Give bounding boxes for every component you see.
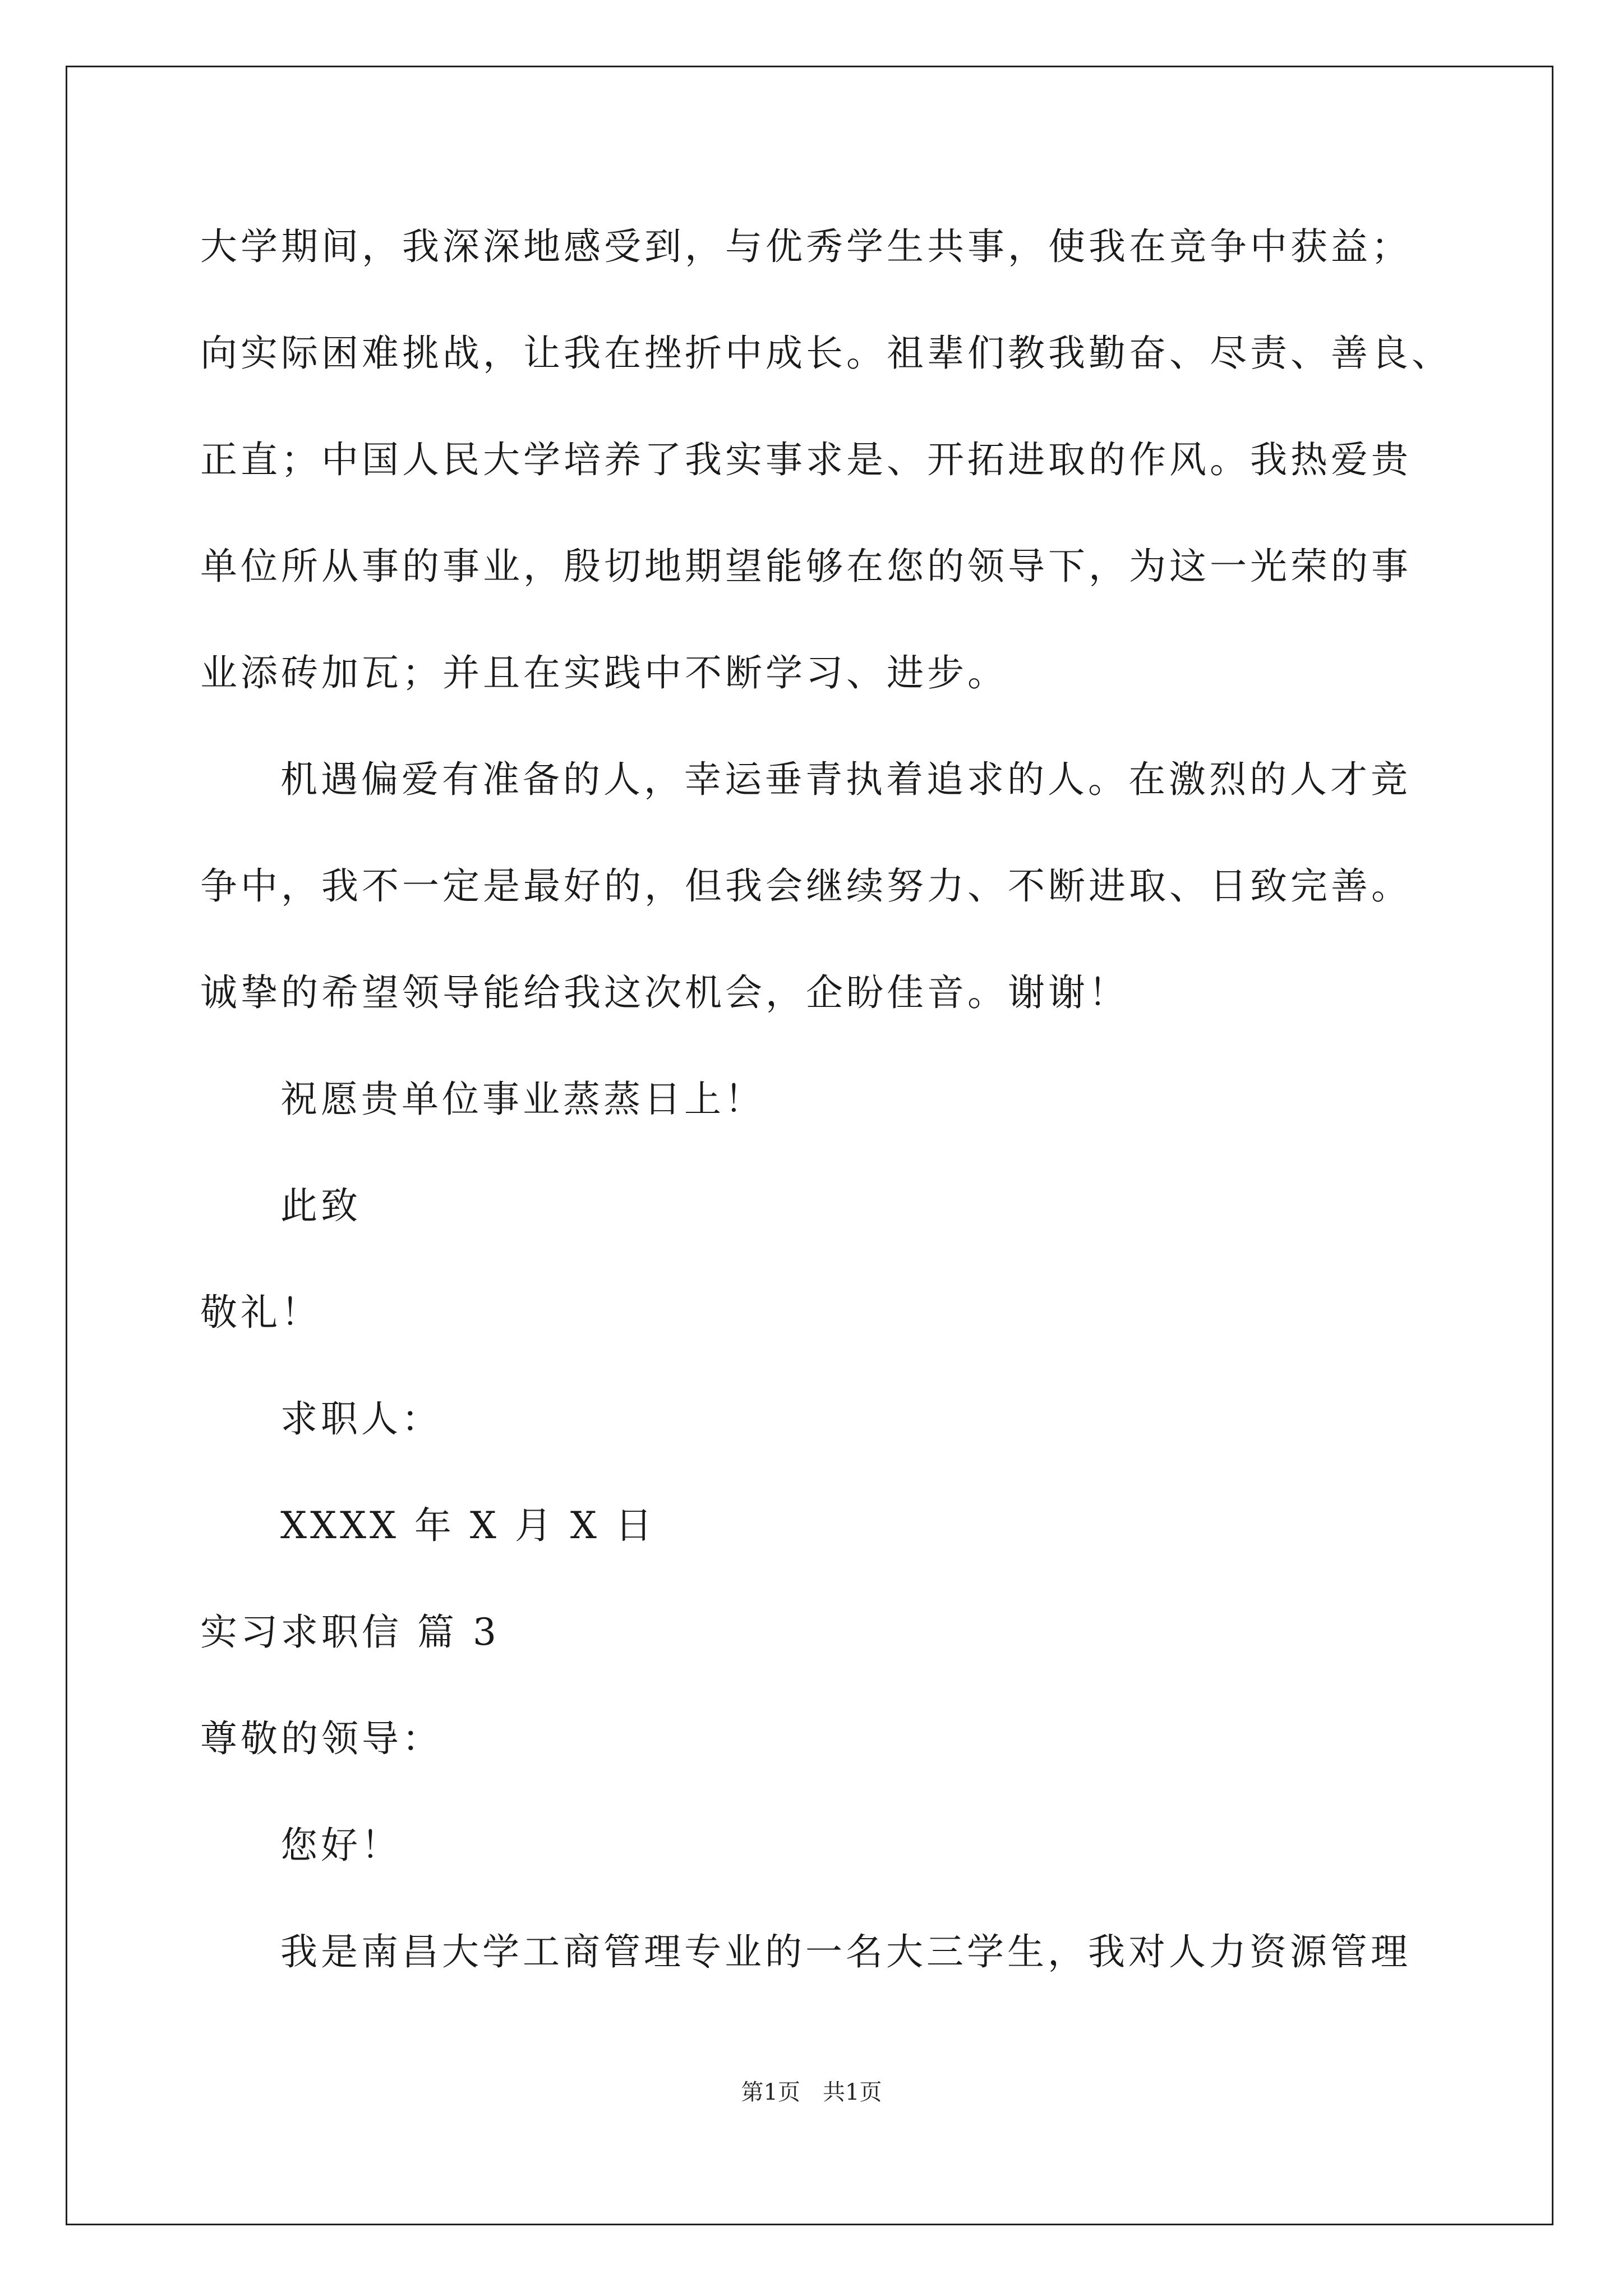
text-line: 争中，我不一定是最好的，但我会继续努力、不断进取、日致完善。 — [200, 864, 1412, 908]
text-line: 我是南昌大学工商管理专业的一名大三学生，我对人力资源管理 — [280, 1930, 1411, 1973]
text-line: 诚挚的希望领导能给我这次机会，企盼佳音。谢谢！ — [200, 971, 1129, 1014]
text-line: 向实际困难挑战，让我在挫折中成长。祖辈们教我勤奋、尽责、善良、 — [200, 332, 1452, 375]
text-line: 单位所从事的事业，殷切地期望能够在您的领导下，为这一光荣的事 — [200, 545, 1412, 588]
section-heading: 实习求职信 篇 3 — [200, 1611, 500, 1654]
text-line: 祝愿贵单位事业蒸蒸日上！ — [280, 1078, 765, 1121]
date-line: XXXX 年 X 月 X 日 — [280, 1504, 656, 1547]
text-line: 正直；中国人民大学培养了我实事求是、开拓进取的作风。我热爱贵 — [200, 438, 1412, 481]
text-line: 大学期间，我深深地感受到，与优秀学生共事，使我在竞争中获益； — [200, 225, 1412, 268]
text-line: 业添砖加瓦；并且在实践中不断学习、进步。 — [200, 651, 1008, 694]
salutation-line: 敬礼！ — [200, 1291, 321, 1334]
text-line: 机遇偏爱有准备的人，幸运垂青执着追求的人。在激烈的人才竞 — [280, 758, 1411, 801]
greeting-line: 尊敬的领导： — [200, 1717, 442, 1760]
page-border — [66, 66, 1553, 2225]
signature-label: 求职人： — [280, 1397, 442, 1441]
page-footer: 第1页 共1页 — [741, 2079, 882, 2105]
greeting-line: 您好！ — [280, 1824, 402, 1867]
closing-line: 此致 — [280, 1184, 361, 1227]
